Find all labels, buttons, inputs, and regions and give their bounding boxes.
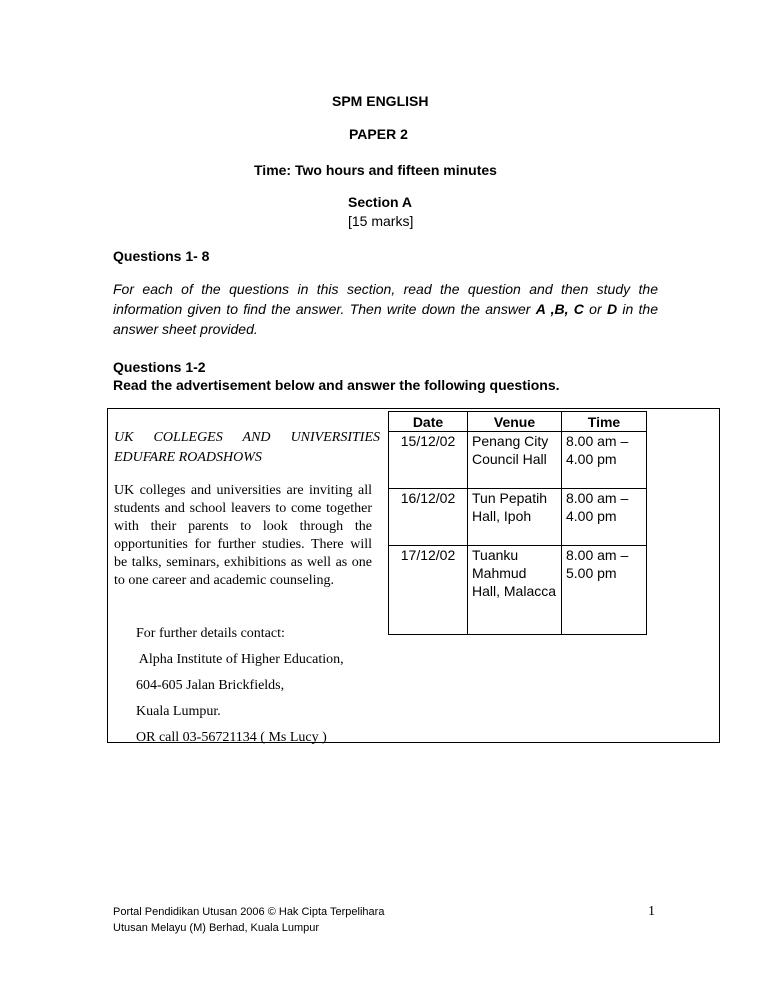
contact-line: 604-605 Jalan Brickfields,: [136, 678, 285, 693]
answer-option-d: D: [606, 301, 618, 317]
section-label: Section A: [348, 194, 413, 210]
time-allowed: Time: Two hours and fifteen minutes: [254, 162, 497, 178]
section-marks: [15 marks]: [348, 213, 414, 229]
advert-body: UK colleges and universities are inviting all students and school leavers to come together with their parents to look through the opportunities for further studies. There will be talks, seminars, exhibitions as well as one to one career and academic counseling.: [114, 483, 372, 588]
roadshow-schedule-table: [388, 411, 647, 635]
table-row: [389, 489, 647, 546]
cell-date: 16/12/02: [389, 489, 468, 546]
table-row: [389, 546, 647, 635]
instructions-text-end: in the answer sheet provided.: [113, 301, 659, 337]
contact-line: For further details contact:: [136, 626, 285, 641]
sub-questions-instruction: Read the advertisement below and answer the following questions.: [113, 377, 560, 393]
cell-date: 15/12/02: [389, 432, 468, 489]
contact-line: OR call 03-56721134 ( Ms Lucy ): [136, 730, 327, 745]
questions-heading: Questions 1- 8: [113, 248, 210, 264]
instructions-text: For each of the questions in this section, read the question and then study the information given to find the answer. Then write down the answer: [113, 281, 658, 317]
column-header-venue: Venue: [468, 412, 562, 432]
cell-time: 8.00 am – 4.00 pm: [562, 432, 647, 489]
paper-number: PAPER 2: [349, 126, 408, 142]
footer-publisher: Utusan Melayu (M) Berhad, Kuala Lumpur: [113, 922, 320, 934]
footer-copyright: Portal Pendidikan Utusan 2006 © Hak Cipta Terpelihara: [113, 906, 385, 918]
advert-contact: [136, 621, 344, 751]
contact-line: Kuala Lumpur.: [136, 704, 221, 719]
cell-date: 17/12/02: [389, 546, 468, 635]
document-title: SPM ENGLISH: [332, 93, 429, 109]
column-header-time: Time: [562, 412, 647, 432]
sub-questions-block: [113, 358, 560, 394]
answer-options: A ,B, C: [535, 301, 584, 317]
cell-time: 8.00 am – 5.00 pm: [562, 546, 647, 635]
table-header-row: [389, 412, 647, 432]
advert-title: [114, 428, 380, 468]
advert-title-line2: EDUFARE ROADSHOWS: [114, 450, 262, 465]
sub-questions-heading: Questions 1-2: [113, 359, 206, 375]
cell-venue: Tuanku Mahmud Hall, Malacca: [468, 546, 562, 635]
page-number: 1: [648, 904, 655, 919]
instructions-or: or: [583, 301, 607, 317]
cell-venue: Tun Pepatih Hall, Ipoh: [468, 489, 562, 546]
column-header-date: Date: [389, 412, 468, 432]
advert-title-line1: UK COLLEGES AND UNIVERSITIES: [114, 430, 380, 445]
contact-line: Alpha Institute of Higher Education,: [136, 652, 344, 667]
cell-venue: Penang City Council Hall: [468, 432, 562, 489]
instructions-paragraph: [113, 279, 658, 339]
cell-time: 8.00 am – 4.00 pm: [562, 489, 647, 546]
table-row: [389, 432, 647, 489]
page-footer: [113, 904, 384, 936]
